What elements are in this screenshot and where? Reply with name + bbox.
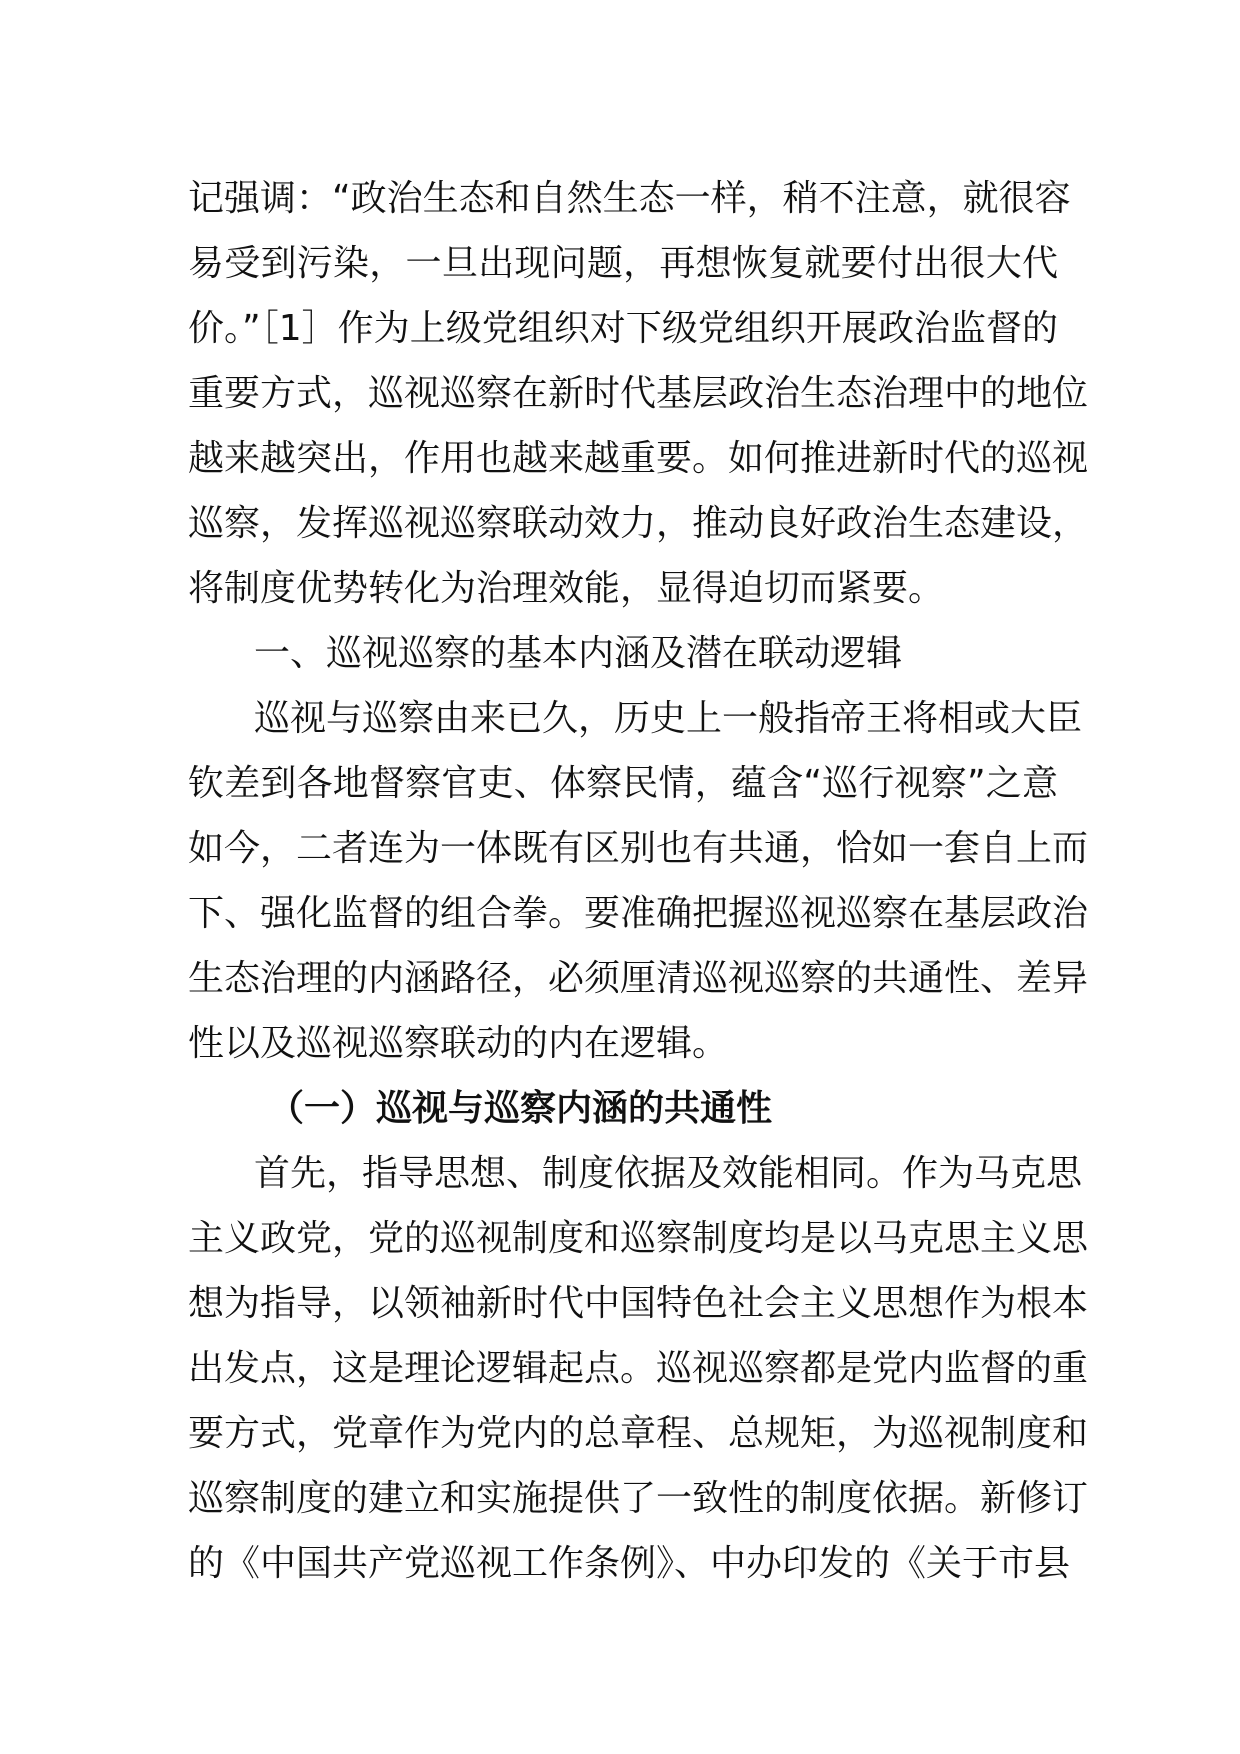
text-line: 首先，指导思想、制度依据及效能相同。作为马克思 <box>254 1153 1083 1194</box>
document-body <box>188 166 1089 1596</box>
text-line: 想为指导，以领袖新时代中国特色社会主义思想作为根本 <box>188 1283 1089 1324</box>
text-line: 生态治理的内涵路径，必须厘清巡视巡察的共通性、差异 <box>188 958 1089 999</box>
text-line: 易受到污染，一旦出现问题，再想恢复就要付出很大代 <box>188 243 1058 284</box>
text-line: 越来越突出，作用也越来越重要。如何推进新时代的巡视 <box>188 438 1089 479</box>
subsection-heading <box>188 1076 1058 1141</box>
text-line: 性以及巡视巡察联动的内在逻辑。 <box>188 1023 729 1064</box>
paragraph-commonality <box>188 1141 1089 1596</box>
text-line: 记强调：“政治生态和自然生态一样，稍不注意，就很容 <box>188 178 1071 219</box>
text-line: 下、强化监督的组合拳。要准确把握巡视巡察在基层政治 <box>188 893 1089 934</box>
text-line: 价。”［1］作为上级党组织对下级党组织开展政治监督的 <box>188 308 1058 349</box>
text-line: 巡察制度的建立和实施提供了一致性的制度依据。新修订 <box>188 1478 1089 1519</box>
text-line: 要方式，党章作为党内的总章程、总规矩，为巡视制度和 <box>188 1413 1089 1454</box>
paragraph-history <box>188 686 1089 1076</box>
text-line: 如今，二者连为一体既有区别也有共通，恰如一套自上而 <box>188 828 1089 869</box>
text-line: 将制度优势转化为治理效能，显得迫切而紧要。 <box>188 568 945 609</box>
subheading-text: （一）巡视与巡察内涵的共通性 <box>268 1088 773 1129</box>
text-line: 重要方式，巡视巡察在新时代基层政治生态治理中的地位 <box>188 373 1089 414</box>
text-line: 巡视与巡察由来已久，历史上一般指帝王将相或大臣 <box>254 698 1083 739</box>
text-line: 的《中国共产党巡视工作条例》、中办印发的《关于市县 <box>188 1543 1071 1584</box>
text-line: 主义政党，党的巡视制度和巡察制度均是以马克思主义思 <box>188 1218 1089 1259</box>
heading-text: 一、巡视巡察的基本内涵及潜在联动逻辑 <box>254 633 903 674</box>
text-line: 钦差到各地督察官吏、体察民情，蕴含“巡行视察”之意 <box>188 763 1058 804</box>
text-line: 出发点，这是理论逻辑起点。巡视巡察都是党内监督的重 <box>188 1348 1089 1389</box>
paragraph-intro <box>188 166 1089 621</box>
section-heading <box>188 621 1058 686</box>
text-line: 巡察，发挥巡视巡察联动效力，推动良好政治生态建设， <box>188 503 1089 544</box>
